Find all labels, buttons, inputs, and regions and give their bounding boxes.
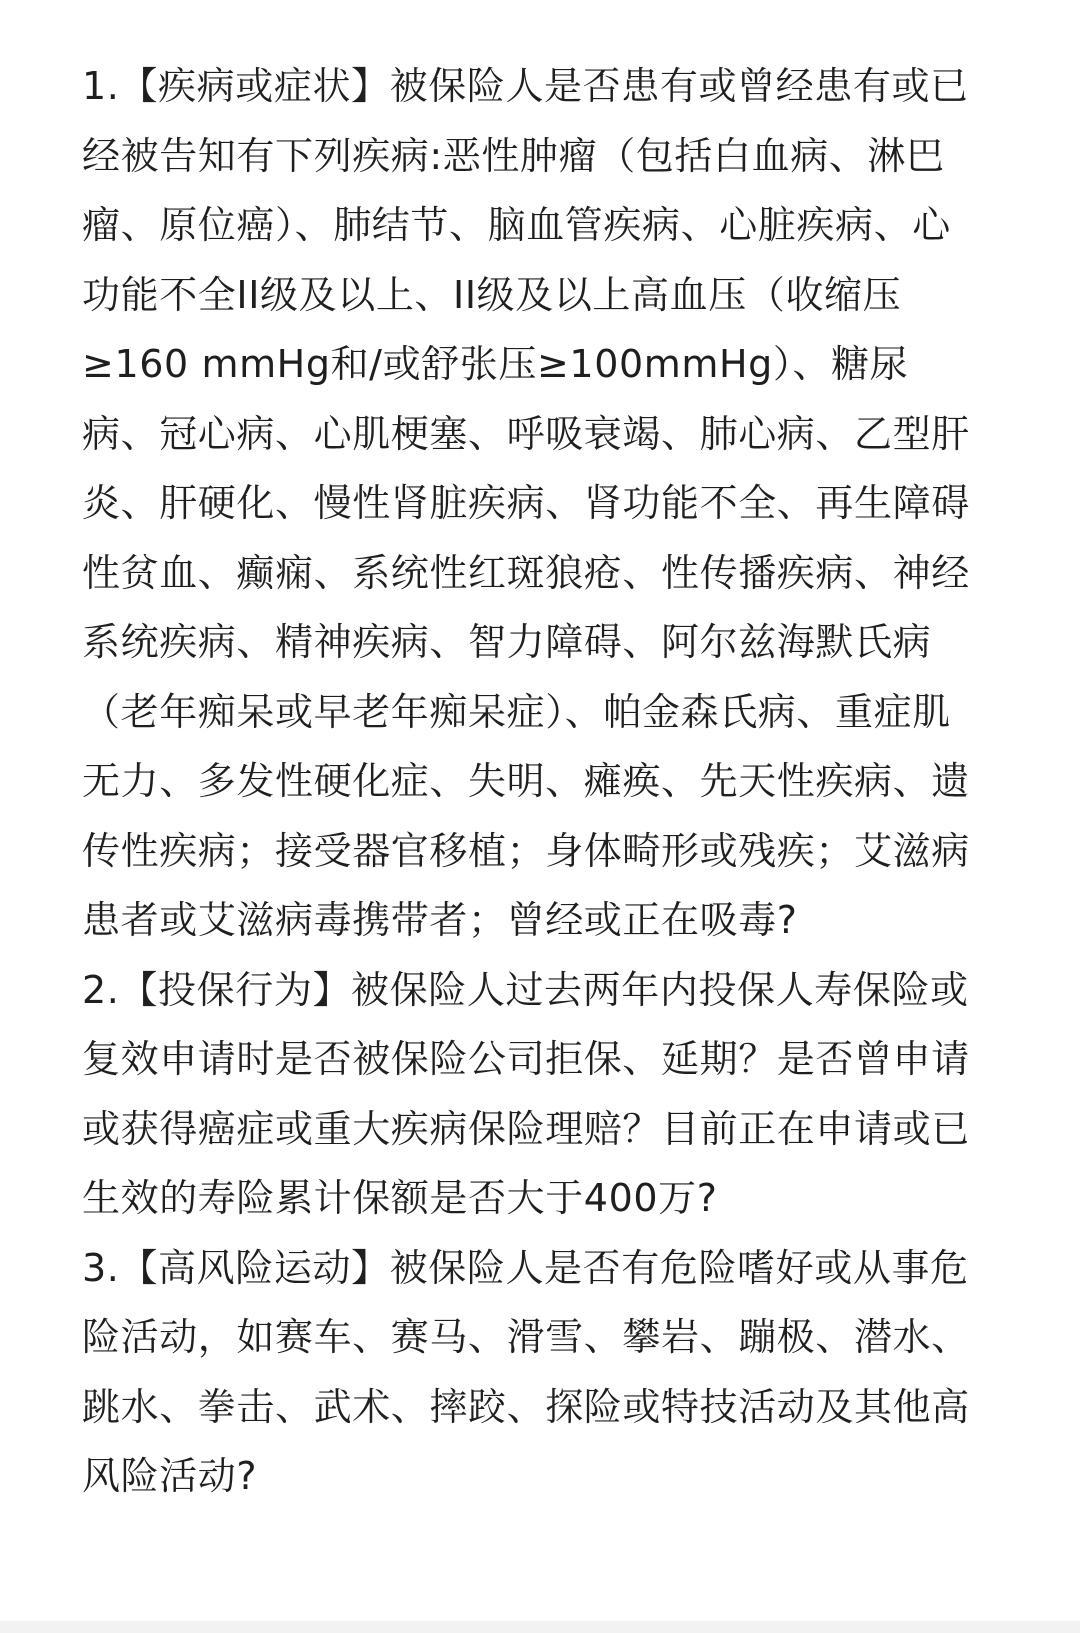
questionnaire xyxy=(82,52,982,1512)
question-high-risk-sports: 3.【高风险运动】被保险人是否有危险嗜好或从事危险活动，如赛车、赛马、滑雪、攀岩、蹦极、潜水、跳水、拳击、武术、摔跤、探险或特技活动及其他高风险活动? xyxy=(82,1245,970,1498)
question-insurance-history: 2.【投保行为】被保险人过去两年内投保人寿保险或复效申请时是否被保险公司拒保、延期？是否曾申请或获得癌症或重大疾病保险理赔？目前正在申请或已生效的寿险累计保额是否大于400万? xyxy=(82,967,970,1220)
question-disease: 1.【疾病或症状】被保险人是否患有或曾经患有或已经被告知有下列疾病:恶性肿瘤（包括白血病、淋巴瘤、原位癌）、肺结节、脑血管疾病、心脏疾病、心功能不全II级及以上、II级及以上高血压（收缩压≥160 mmHg和/或舒张压≥100mmHg）、糖尿病、冠心病、心肌梗塞、呼吸衰竭、肺心病、乙型肝炎、肝硬化、慢性肾脏疾病、肾功能不全、再生障碍性贫血、癫痫、系统性红斑狼疮、性传播疾病、神经系统疾病、精神疾病、智力障碍、阿尔兹海默氏病（老年痴呆或早老年痴呆症）、帕金森氏病、重症肌无力、多发性硬化症、失明、瘫痪、先天性疾病、遗传性疾病；接受器官移植；身体畸形或残疾；艾滋病患者或艾滋病毒携带者；曾经或正在吸毒? xyxy=(82,64,970,942)
bottom-divider xyxy=(0,1621,1080,1633)
